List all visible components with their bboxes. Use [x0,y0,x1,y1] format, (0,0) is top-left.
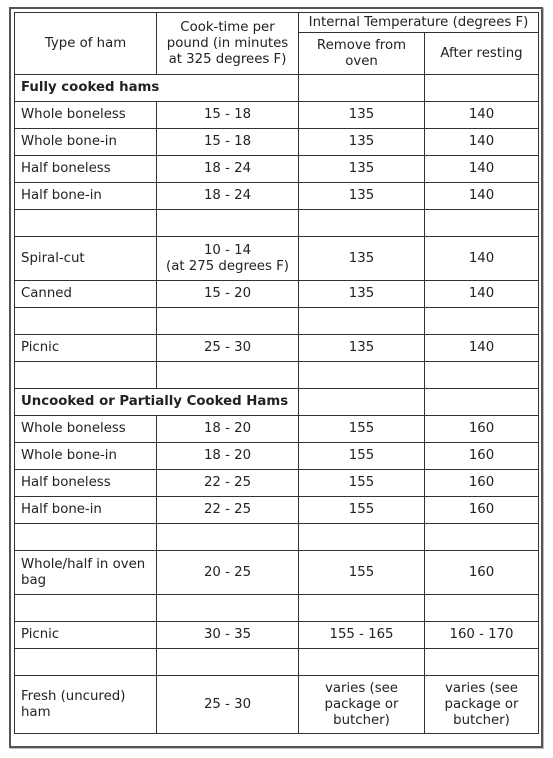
cell-type-of-ham: Whole bone-in [15,443,157,470]
section-title: Fully cooked hams [15,75,299,102]
cell-type-of-ham: Fresh (uncured) ham [15,676,157,734]
cell-remove-temp [299,649,425,676]
section-empty-remove [299,389,425,416]
cell-type-of-ham: Spiral-cut [15,237,157,281]
ham-cooking-table [14,12,539,734]
cell-rest-temp: 160 [425,416,539,443]
table-row [15,237,539,281]
cell-cook-time [157,210,299,237]
cell-remove-temp: 135 [299,156,425,183]
cell-rest-temp: 140 [425,281,539,308]
cell-cook-time: 20 - 25 [157,551,299,595]
cell-cook-time [157,308,299,335]
cell-rest-temp [425,649,539,676]
cell-rest-temp: 140 [425,237,539,281]
cell-type-of-ham: Picnic [15,335,157,362]
cell-cook-time: 15 - 20 [157,281,299,308]
cell-rest-temp: 160 [425,443,539,470]
cell-remove-temp: 135 [299,281,425,308]
cell-cook-time: 18 - 20 [157,443,299,470]
cell-type-of-ham: Whole bone-in [15,129,157,156]
cell-rest-temp [425,308,539,335]
cell-rest-temp [425,595,539,622]
header-remove-from-oven: Remove from oven [299,33,425,75]
table-row [15,443,539,470]
cell-cook-time: 25 - 30 [157,335,299,362]
cell-rest-temp: 140 [425,102,539,129]
table-row [15,676,539,734]
table-row [15,102,539,129]
section-empty-rest [425,75,539,102]
cell-remove-temp [299,210,425,237]
section-row [15,389,539,416]
cell-type-of-ham [15,595,157,622]
cell-type-of-ham: Half bone-in [15,183,157,210]
section-row [15,75,539,102]
cell-remove-temp: 155 [299,497,425,524]
cell-cook-time: 15 - 18 [157,102,299,129]
cell-type-of-ham: Half boneless [15,470,157,497]
table-frame [9,7,543,748]
table-row [15,470,539,497]
cell-cook-time: 18 - 24 [157,183,299,210]
table-row [15,416,539,443]
cell-remove-temp: 155 - 165 [299,622,425,649]
table-row [15,129,539,156]
cell-remove-temp [299,524,425,551]
cell-rest-temp [425,524,539,551]
cell-rest-temp: 160 - 170 [425,622,539,649]
cell-remove-temp: 155 [299,470,425,497]
cell-cook-time: 22 - 25 [157,497,299,524]
cell-remove-temp: 135 [299,102,425,129]
cell-rest-temp [425,362,539,389]
cell-cook-time [157,595,299,622]
cell-cook-time: 15 - 18 [157,129,299,156]
cell-rest-temp: 140 [425,129,539,156]
cell-rest-temp: 160 [425,497,539,524]
cell-remove-temp: 135 [299,129,425,156]
table-row [15,362,539,389]
section-title: Uncooked or Partially Cooked Hams [15,389,299,416]
table-body [15,13,539,734]
table-row [15,622,539,649]
cell-type-of-ham: Whole/half in oven bag [15,551,157,595]
cell-type-of-ham [15,308,157,335]
table-row [15,183,539,210]
cell-rest-temp: 160 [425,470,539,497]
table-row [15,497,539,524]
cell-cook-time: 25 - 30 [157,676,299,734]
header-internal-temp: Internal Temperature (degrees F) [299,13,539,33]
cell-type-of-ham: Whole boneless [15,102,157,129]
table-row [15,335,539,362]
cell-cook-time: 18 - 24 [157,156,299,183]
header-type-of-ham: Type of ham [15,13,157,75]
cell-remove-temp: 155 [299,443,425,470]
cell-remove-temp: 135 [299,237,425,281]
cell-rest-temp: 140 [425,335,539,362]
table-row [15,210,539,237]
cell-remove-temp [299,308,425,335]
cell-remove-temp: 135 [299,183,425,210]
cell-cook-time [157,649,299,676]
table-row [15,281,539,308]
cell-type-of-ham: Canned [15,281,157,308]
cell-cook-time: 18 - 20 [157,416,299,443]
cell-type-of-ham [15,362,157,389]
cell-cook-time: 22 - 25 [157,470,299,497]
table-row [15,595,539,622]
cell-rest-temp: 140 [425,183,539,210]
cell-rest-temp [425,210,539,237]
table-row [15,551,539,595]
header-after-resting: After resting [425,33,539,75]
cell-type-of-ham: Half bone-in [15,497,157,524]
cell-remove-temp: varies (see package or butcher) [299,676,425,734]
cell-remove-temp: 135 [299,335,425,362]
table-row [15,156,539,183]
cell-type-of-ham: Picnic [15,622,157,649]
cell-type-of-ham: Half boneless [15,156,157,183]
cell-remove-temp [299,362,425,389]
cell-remove-temp: 155 [299,551,425,595]
cell-rest-temp: 140 [425,156,539,183]
cell-type-of-ham [15,210,157,237]
table-row [15,308,539,335]
cell-remove-temp [299,595,425,622]
cell-type-of-ham [15,524,157,551]
section-empty-rest [425,389,539,416]
cell-cook-time: 30 - 35 [157,622,299,649]
cell-cook-time [157,362,299,389]
cell-remove-temp: 155 [299,416,425,443]
header-cook-time: Cook-time per pound (in minutes at 325 degrees F) [157,13,299,75]
section-empty-remove [299,75,425,102]
cell-rest-temp: varies (see package or butcher) [425,676,539,734]
table-row [15,649,539,676]
cell-cook-time: 10 - 14 (at 275 degrees F) [157,237,299,281]
table-row [15,524,539,551]
cell-type-of-ham [15,649,157,676]
header-row-1 [15,13,539,33]
cell-cook-time [157,524,299,551]
cell-rest-temp: 160 [425,551,539,595]
cell-type-of-ham: Whole boneless [15,416,157,443]
